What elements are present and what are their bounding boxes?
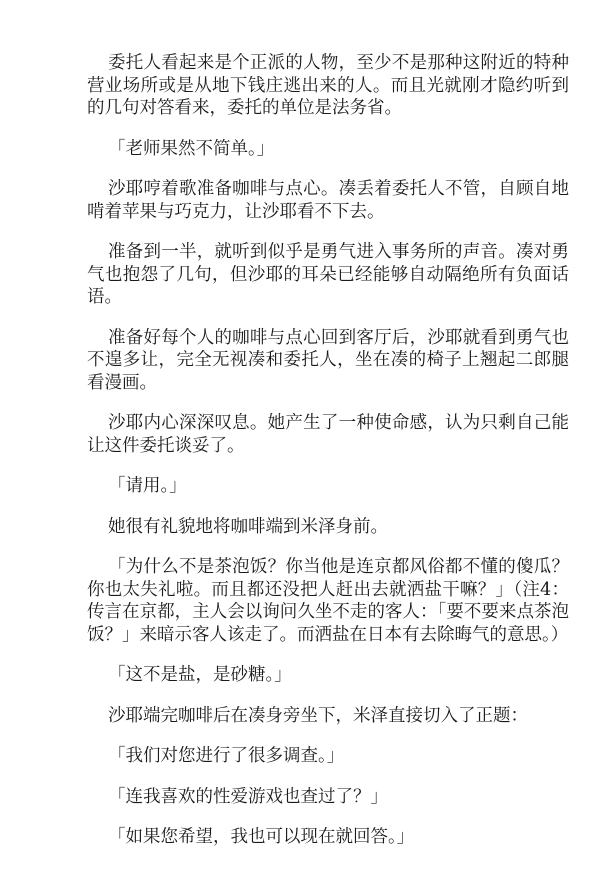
paragraph-11: 沙耶端完咖啡后在凑身旁坐下，米泽直接切入了正题：: [108, 705, 528, 726]
paragraph-10: 「这不是盐，是砂糖。」: [108, 665, 292, 685]
paragraph-3: 沙耶哼着歌准备咖啡与点心。凑丢着委托人不管，自顾自地啃着苹果与巧克力，让沙耶看不下去。: [87, 179, 569, 222]
paragraph-6: 沙耶内心深深叹息。她产生了一种使命感，认为只剩自己能让这件委托谈妥了。: [87, 413, 569, 456]
paragraph-7: 「请用。」: [108, 476, 187, 496]
paragraph-4: 准备到一半，就听到似乎是勇气进入事务所的声音。凑对勇气也抱怨了几句，但沙耶的耳朵已经能够自动隔绝所有负面话语。: [87, 242, 569, 307]
paragraph-13: 「连我喜欢的性爱游戏也查过了？」: [108, 786, 388, 807]
paragraph-1: 委托人看起来是个正派的人物，至少不是那种这附近的特种营业场所或是从地下钱庄逃出来的人。而且光就刚才隐约听到的几句对答看来，委托的单位是法务省。: [87, 53, 569, 118]
paragraph-9: 「为什么不是茶泡饭？你当他是连京都风俗都不懂的傻瓜？你也太失礼啦。而且都还没把人赶出去就洒盐干嘛？」（注4：传言在京都，主人会以询问久坐不走的客人：「要不要来点茶泡饭？」来暗示客人该走了。而洒盐在日本有去除晦气的意思。）: [87, 557, 569, 645]
paragraph-5: 准备好每个人的咖啡与点心回到客厅后，沙耶就看到勇气也不遑多让，完全无视凑和委托人，坐在凑的椅子上翘起二郎腿看漫画。: [87, 327, 569, 393]
paragraph-14: 「如果您希望，我也可以现在就回答。」: [108, 827, 415, 847]
paragraph-2: 「老师果然不简单。」: [108, 138, 275, 159]
paragraph-8: 她很有礼貌地将咖啡端到米泽身前。: [108, 516, 388, 537]
paragraph-12: 「我们对您进行了很多调查。」: [108, 746, 345, 766]
